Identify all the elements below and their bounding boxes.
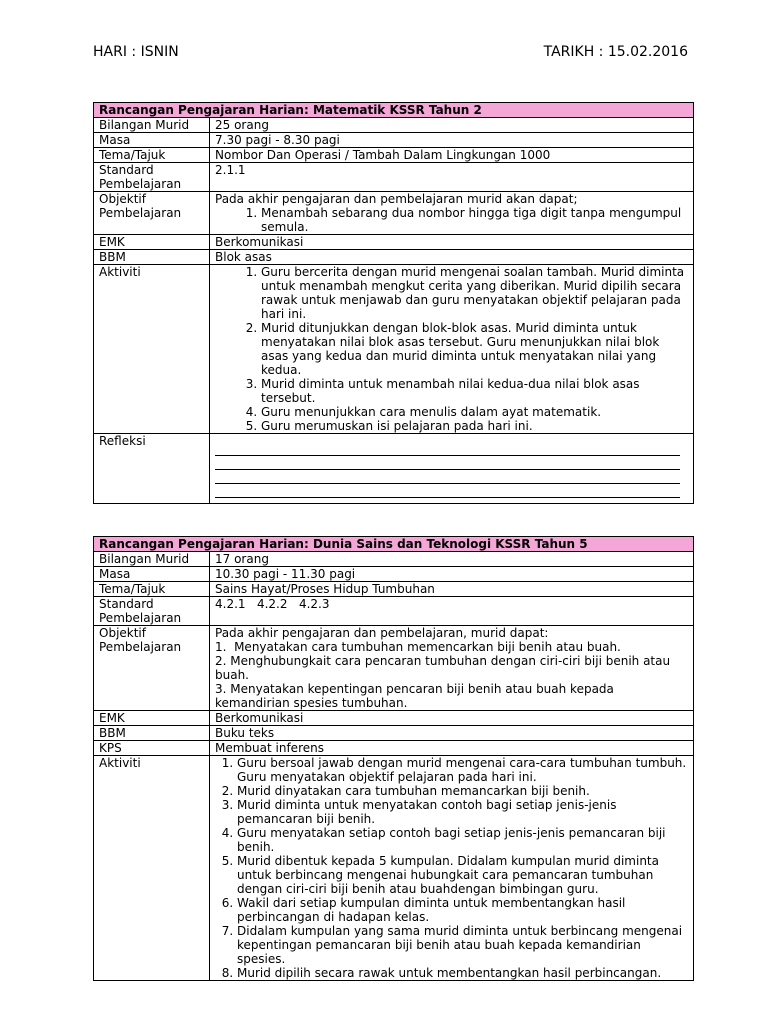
row-label: Masa <box>94 133 210 148</box>
reflection-line <box>215 456 680 470</box>
row-value: 4.2.1 4.2.2 4.2.3 <box>210 597 694 626</box>
row-value: 10.30 pagi - 11.30 pagi <box>210 567 694 582</box>
row-value: 2.1.1 <box>210 163 694 192</box>
row-value: Berkomunikasi <box>210 711 694 726</box>
row-label: Refleksi <box>94 434 210 504</box>
row-label: Objektif Pembelajaran <box>94 626 210 711</box>
objective-item: 3. Menyatakan kepentingan pencaran biji benih atau buah kepada kemandirian spesies tumbuhan. <box>215 682 614 710</box>
row-label: EMK <box>94 711 210 726</box>
row-value: Membuat inferens <box>210 741 694 756</box>
reflection-cell <box>210 434 694 504</box>
page-header <box>93 44 688 60</box>
day-label: HARI : ISNIN <box>93 44 179 60</box>
row-label: Bilangan Murid <box>94 552 210 567</box>
row-value: 7.30 pagi - 8.30 pagi <box>210 133 694 148</box>
row-label: BBM <box>94 726 210 741</box>
row-label: Standard Pembelajaran <box>94 163 210 192</box>
objective-item: 2. Menghubungkait cara pencaran tumbuhan dengan ciri-ciri biji benih atau buah. <box>215 654 671 682</box>
activity-item: 4. Guru menunjukkan cara menulis dalam ayat matematik. <box>261 405 688 419</box>
objective-item: 1. Menyatakan cara tumbuhan memencarkan biji benih atau buah. <box>215 640 621 654</box>
activity-item: 1. Guru bersoal jawab dengan murid mengenai cara-cara tumbuhan tumbuh. Guru menyatakan objektif pelajaran pada hari ini. <box>237 756 688 784</box>
row-label: Tema/Tajuk <box>94 582 210 597</box>
row-value: Sains Hayat/Proses Hidup Tumbuhan <box>210 582 694 597</box>
activity-item: 8. Murid dipilih secara rawak untuk membentangkan hasil perbincangan. <box>237 966 688 980</box>
row-label: EMK <box>94 235 210 250</box>
plan-title: Rancangan Pengajaran Harian: Dunia Sains dan Teknologi KSSR Tahun 5 <box>94 537 694 552</box>
reflection-line <box>215 484 680 498</box>
activities-list <box>215 265 688 433</box>
reflection-line <box>215 442 680 456</box>
row-value: Berkomunikasi <box>210 235 694 250</box>
row-label: BBM <box>94 250 210 265</box>
activity-item: 3. Murid diminta untuk menambah nilai kedua-dua nilai blok asas tersebut. <box>261 377 688 405</box>
row-label: Tema/Tajuk <box>94 148 210 163</box>
row-value: 25 orang <box>210 118 694 133</box>
lesson-plan-math <box>93 102 694 504</box>
activity-item: 3. Murid diminta untuk menyatakan contoh bagi setiap jenis-jenis pemancaran biji benih. <box>237 798 688 826</box>
lesson-plan-science <box>93 536 694 981</box>
row-label: Bilangan Murid <box>94 118 210 133</box>
activities-cell <box>210 756 694 981</box>
objectives-list <box>215 206 688 234</box>
activities-list <box>215 756 688 980</box>
plan-title: Rancangan Pengajaran Harian: Matematik KSSR Tahun 2 <box>94 103 694 118</box>
row-value: Buku teks <box>210 726 694 741</box>
row-label: Aktiviti <box>94 265 210 434</box>
objectives-intro: Pada akhir pengajaran dan pembelajaran, murid dapat: <box>215 626 549 640</box>
objectives-cell <box>210 192 694 235</box>
row-label: KPS <box>94 741 210 756</box>
activity-item: 6. Wakil dari setiap kumpulan diminta untuk membentangkan hasil perbincangan di hadapan kelas. <box>237 896 688 924</box>
activity-item: 2. Murid dinyatakan cara tumbuhan memancarkan biji benih. <box>237 784 688 798</box>
activity-item: 5. Murid dibentuk kepada 5 kumpulan. Didalam kumpulan murid diminta untuk berbincang mengenai hubungkait cara pemancaran tumbuhan dengan ciri-ciri biji benih atau buahdengan bimbingan guru. <box>237 854 688 896</box>
activity-item: 1. Guru bercerita dengan murid mengenai soalan tambah. Murid diminta untuk menambah mengkut cerita yang diberikan. Murid dipilih secara rawak untuk menjawab dan guru menyatakan objektif pelajaran pada hari ini. <box>261 265 688 321</box>
objective-item: 1. Menambah sebarang dua nombor hingga tiga digit tanpa mengumpul semula. <box>261 206 688 234</box>
activities-cell <box>210 265 694 434</box>
date-label: TARIKH : 15.02.2016 <box>543 44 688 60</box>
row-label: Objektif Pembelajaran <box>94 192 210 235</box>
row-value: 17 orang <box>210 552 694 567</box>
row-label: Masa <box>94 567 210 582</box>
row-label: Standard Pembelajaran <box>94 597 210 626</box>
activity-item: 7. Didalam kumpulan yang sama murid diminta untuk berbincang mengenai kepentingan pemancaran biji benih atau buah kepada kemandirian spesies. <box>237 924 688 966</box>
reflection-line <box>215 470 680 484</box>
activity-item: 5. Guru merumuskan isi pelajaran pada hari ini. <box>261 419 688 433</box>
objectives-intro: Pada akhir pengajaran dan pembelajaran murid akan dapat; <box>215 192 578 206</box>
activity-item: 2. Murid ditunjukkan dengan blok-blok asas. Murid diminta untuk menyatakan nilai blok asas tersebut. Guru menunjukkan nilai blok asas yang kedua dan murid diminta untuk menyatakan nilai yang kedua. <box>261 321 688 377</box>
activity-item: 4. Guru menyatakan setiap contoh bagi setiap jenis-jenis pemancaran biji benih. <box>237 826 688 854</box>
row-value: Blok asas <box>210 250 694 265</box>
row-value: Nombor Dan Operasi / Tambah Dalam Lingkungan 1000 <box>210 148 694 163</box>
row-label: Aktiviti <box>94 756 210 981</box>
objectives-cell <box>210 626 694 711</box>
